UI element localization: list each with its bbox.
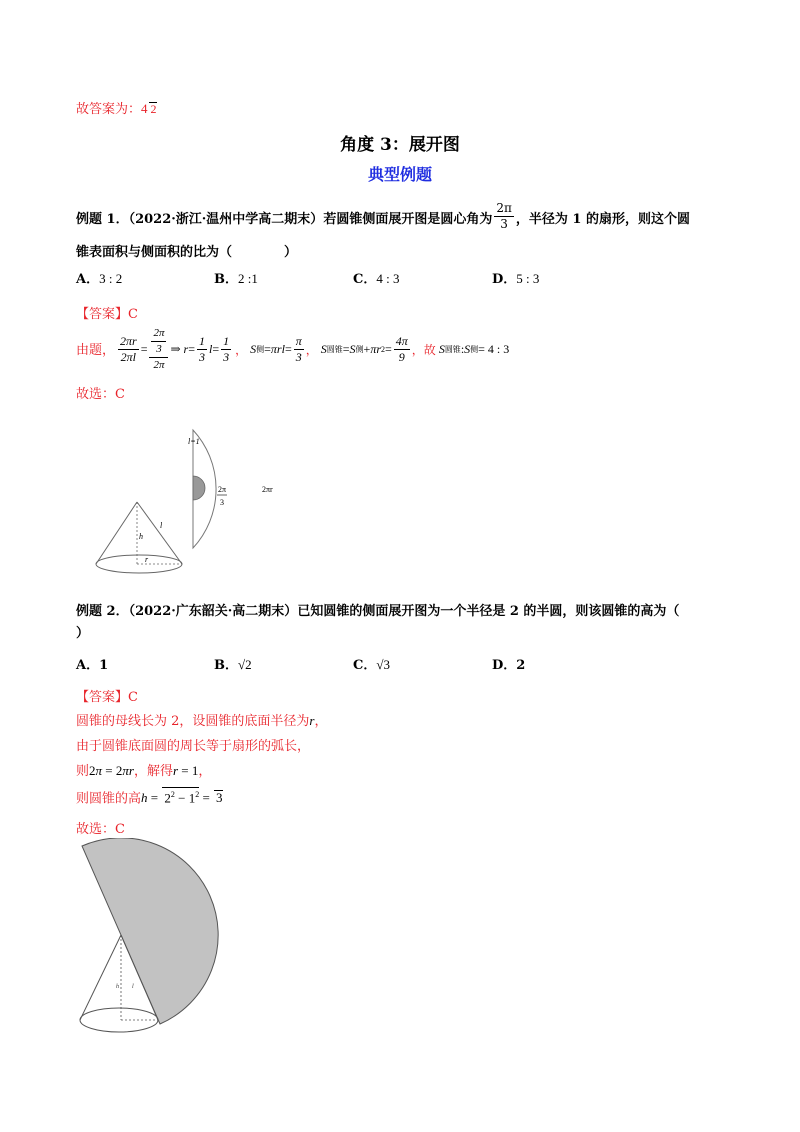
option-value: 4 : 3 [376, 271, 400, 286]
example-1-label: 例题 1． [76, 212, 129, 227]
example-1-stem-a: 若圆锥侧面展开图是圆心角为 [323, 212, 493, 227]
example-1-source: （2022·浙江·温州中学高二期末） [128, 212, 324, 227]
option-key: A． [76, 272, 100, 287]
option-key: D． [492, 272, 517, 287]
l-equals-1-label: l=1 [188, 437, 200, 446]
option-value: √3 [376, 657, 390, 672]
subsection-title: 典型例题 [367, 165, 432, 184]
semicircle-shape [82, 838, 218, 1024]
example-2-option-b [214, 654, 252, 673]
example-2-stem-line-1 [76, 600, 679, 619]
example-1-option-b [214, 268, 258, 287]
example-2-figure [70, 838, 220, 1038]
option-value: 5 : 3 [516, 271, 540, 286]
cone-left-edge [80, 935, 121, 1020]
solution-text: 则圆锥的高 [76, 791, 142, 807]
example-2-stem-line-2: ） [76, 626, 90, 641]
example-2-choose: 故选：C [76, 822, 125, 837]
option-key: A． [76, 658, 100, 673]
example-1-choose: 故选：C [76, 387, 125, 402]
slant-label: l [132, 984, 134, 990]
example-1-option-d [492, 268, 539, 287]
example-1-option-a [76, 268, 122, 287]
example-1-option-c [353, 268, 399, 287]
option-value: 1 [99, 658, 109, 673]
slant-label: l [160, 521, 163, 530]
solution-text: 圆锥的母线长为 2，设圆锥的底面半径为 [76, 714, 310, 729]
example-1-figure [90, 420, 300, 585]
option-value: 2 [516, 658, 526, 673]
solution-text: 则 [76, 764, 90, 779]
example-2-option-a [76, 654, 108, 673]
solution-text: ， [198, 764, 212, 779]
example-2-answer: 【答案】C [76, 690, 138, 705]
option-value: 3 : 2 [99, 271, 123, 286]
height-label: h [139, 532, 143, 541]
solution-formula: $\frac{2\pi r}{2\pi l}$ = $\frac{\frac{2\pi}{3}}{2\pi}$ ⇒ r = $\frac{1}{3}$ l = $\frac{1}{3}$ ， S 侧 = πrl = $\frac{\pi}{3}$ ， S 圆锥 = S 侧 + πr 2 = $\frac{4\pi}{9}$ ，故 S 圆锥 : S 侧 = 4 : 3 [120, 326, 510, 371]
sector-angle-num: 2π [218, 485, 227, 494]
option-value: 2 :1 [238, 271, 258, 286]
previous-answer-value: 4 2 [141, 101, 157, 116]
option-key: B． [214, 272, 238, 287]
example-1-stem-line-2: 锥表面积与侧面积的比为（ ） [76, 245, 298, 260]
option-key: B． [214, 658, 238, 673]
option-key: D． [492, 658, 517, 673]
option-key: C． [353, 272, 377, 287]
previous-answer-label: 故答案为： [76, 102, 142, 117]
solution-intro: 由题， [76, 343, 116, 358]
example-2-solution-line-4: 则圆锥的高$h = 2^2 - 1^2 = 3$ [76, 787, 223, 806]
example-1-angle-den: 3 [500, 217, 508, 231]
example-2-solution-line-2: 由于圆锥底面圆的周长等于扇形的弧长， [76, 739, 311, 754]
example-1-stem-line-1 [76, 201, 690, 235]
example-2-source: （2022·广东韶关·高二期末） [128, 604, 298, 619]
height-label: h [116, 984, 119, 990]
previous-answer-line [76, 98, 157, 117]
section-title: 角度 3：展开图 [340, 135, 460, 155]
example-2-solution-line-3: 则2π = 2πr，解得r = 1， [76, 763, 212, 779]
example-2-solution-line-1: 圆锥的母线长为 2，设圆锥的底面半径为r， [76, 713, 328, 729]
example-1-answer: 【答案】C [76, 307, 138, 322]
example-1-angle-num: 2π [496, 201, 512, 215]
sector-angle-den: 3 [220, 498, 224, 507]
example-2-stem-a: 已知圆锥的侧面展开图为一个半径是 2 的半圆，则该圆锥的高为（ [297, 604, 680, 619]
example-2-label: 例题 2． [76, 604, 129, 619]
solution-text: ，解得 [133, 764, 173, 779]
arc-length-label: 2πr [262, 485, 273, 494]
option-key: C． [353, 658, 377, 673]
example-1-stem-b: ，半径为 1 的扇形，则这个圆 [515, 212, 690, 227]
option-value: √2 [238, 657, 252, 672]
example-2-option-d [492, 654, 525, 673]
radius-label: r [145, 555, 149, 564]
example-1-angle-fraction [494, 201, 514, 232]
example-2-option-c [353, 654, 390, 673]
